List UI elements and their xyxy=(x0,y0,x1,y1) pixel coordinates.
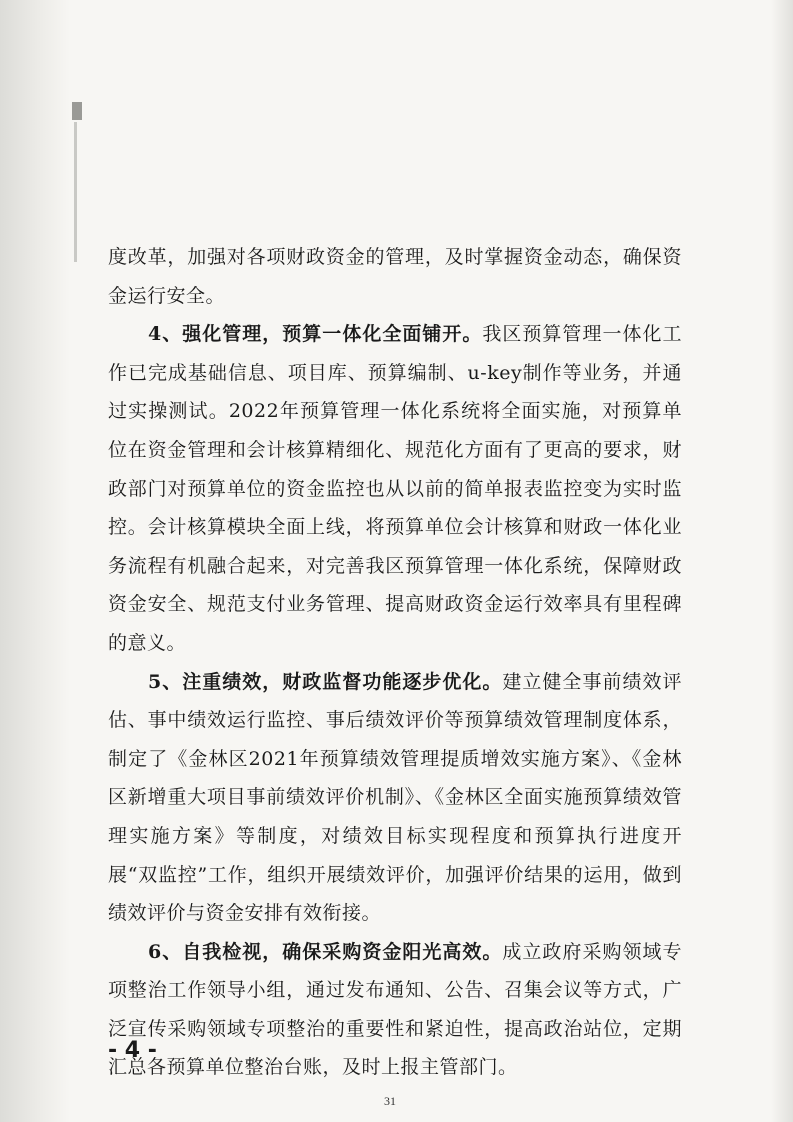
document-body xyxy=(108,238,682,1087)
paragraph-continuation xyxy=(108,238,682,315)
scan-shadow-right xyxy=(771,0,793,1122)
page-number: - 4 - xyxy=(108,1038,157,1063)
scan-shadow-left xyxy=(0,0,70,1122)
scan-binding-line xyxy=(74,122,77,262)
paragraph-performance xyxy=(108,663,682,933)
paragraph-heading: 6、自我检视，确保采购资金阳光高效。 xyxy=(148,940,503,963)
paragraph-heading: 4、强化管理，预算一体化全面铺开。 xyxy=(148,323,483,346)
paragraph-text: 我区预算管理一体化工作已完成基础信息、项目库、预算编制、u-key制作等业务，并通过实操测试。2022年预算管理一体化系统将全面实施，对预算单位在资金管理和会计核算精细化、规范化方面有了更高的要求，财政部门对预算单位的资金监控也从以前的简单报表监控变为实时监控。会计核算模块全面上线，将预算单位会计核算和财政一体化业务流程有机融合起来，对完善我区预算管理一体化系统，保障财政资金安全、规范支付业务管理、提高财政资金运行效率具有里程碑的意义。 xyxy=(108,323,682,654)
paragraph-budget-integration xyxy=(108,315,682,662)
paragraph-text: 成立政府采购领域专项整治工作领导小组，通过发布通知、公告、召集会议等方式，广泛宣传采购领域专项整治的重要性和紧迫性，提高政治站位，定期汇总各预算单位整治台账，及时上报主管部门。 xyxy=(108,940,682,1079)
paragraph-text: 建立健全事前绩效评估、事中绩效运行监控、事后绩效评价等预算绩效管理制度体系，制定了《金林区2021年预算绩效管理提质增效实施方案》、《金林区新增重大项目事前绩效评价机制》、《金林区全面实施预算绩效管理实施方案》等制度，对绩效目标实现程度和预算执行进度开展“双监控”工作，组织开展绩效评价，加强评价结果的运用，做到绩效评价与资金安排有效衔接。 xyxy=(108,670,682,925)
paragraph-procurement xyxy=(108,933,682,1087)
paragraph-text: 度改革，加强对各项财政资金的管理，及时掌握资金动态，确保资金运行安全。 xyxy=(108,246,682,307)
paragraph-heading: 5、注重绩效，财政监督功能逐步优化。 xyxy=(148,670,503,693)
scan-binding-mark xyxy=(72,102,82,120)
scan-folio-number: 31 xyxy=(384,1094,396,1108)
